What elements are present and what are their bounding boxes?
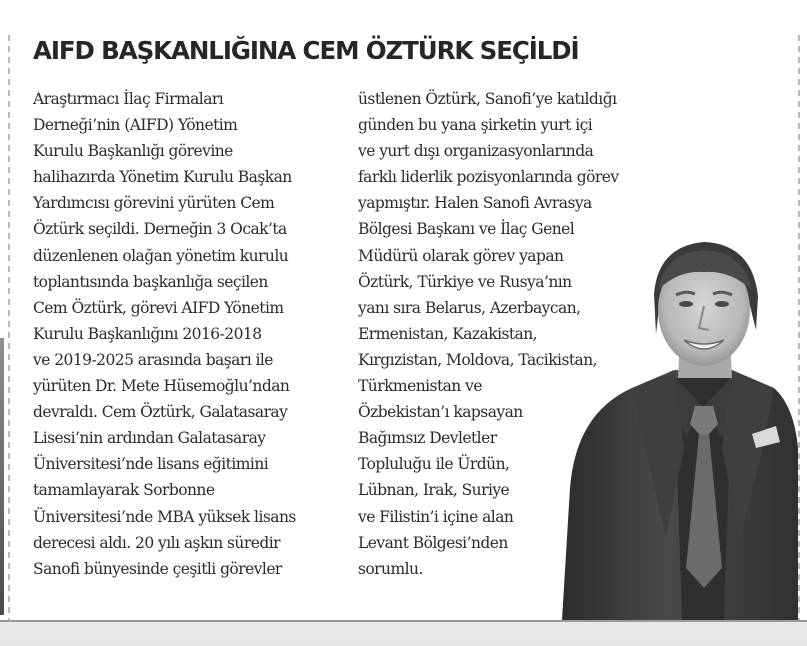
cem-ozturk-portrait xyxy=(562,238,798,620)
text-line: sorumlu. xyxy=(358,559,423,578)
text-line: Yardımcısı görevini yürüten Cem xyxy=(33,194,275,213)
text-line: Kurulu Başkanlığı görevine xyxy=(33,142,233,161)
bottom-border xyxy=(0,620,807,646)
text-line: günden bu yana şirketin yurt içi xyxy=(358,116,593,135)
text-line: derecesi aldı. 20 yılı aşkın süredir xyxy=(33,533,280,552)
text-line: Üniversitesi’nde MBA yüksek lisans xyxy=(33,507,296,526)
column-divider-right xyxy=(798,35,800,620)
text-line: Bağımsız Devletler xyxy=(358,429,497,448)
article-headline: AIFD BAŞKANLIĞINA CEM ÖZTÜRK SEÇİLDİ xyxy=(33,36,579,65)
text-line: yapmıştır. Halen Sanofi Avrasya xyxy=(358,194,592,213)
text-line: düzenlenen olağan yönetim kurulu xyxy=(33,246,289,265)
text-line: farklı liderlik pozisyonlarında görev xyxy=(358,168,619,187)
text-line: tamamlayarak Sorbonne xyxy=(33,481,215,500)
text-line: Türkmenistan ve xyxy=(358,377,482,396)
text-line: Öztürk, Türkiye ve Rusya’nın xyxy=(358,272,572,291)
text-line: ve 2019-2025 arasında başarı ile xyxy=(33,350,273,369)
text-line: Lübnan, Irak, Suriye xyxy=(358,481,510,500)
text-line: Öztürk seçildi. Derneğin 3 Ocak’ta xyxy=(33,220,287,239)
text-line: Araştırmacı İlaç Firmaları xyxy=(33,90,224,108)
text-line: Derneği’nin (AIFD) Yönetim xyxy=(33,116,238,135)
text-line: Kırgızistan, Moldova, Tacikistan, xyxy=(358,350,598,369)
text-line: üstlenen Öztürk, Sanofi’ye katıldığı xyxy=(358,90,617,108)
text-line: Kurulu Başkanlığını 2016-2018 xyxy=(33,324,262,343)
article-column-left xyxy=(33,86,343,582)
previous-article-edge xyxy=(0,0,12,615)
text-line: halihazırda Yönetim Kurulu Başkan xyxy=(33,168,292,187)
text-line: Lisesi’nin ardından Galatasaray xyxy=(33,429,266,448)
text-line: Ermenistan, Kazakistan, xyxy=(358,324,538,343)
text-line: Üniversitesi’nde lisans eğitimini xyxy=(33,455,269,474)
text-line: yanı sıra Belarus, Azerbaycan, xyxy=(358,298,581,317)
previous-photo-edge xyxy=(0,338,4,615)
text-line: Topluluğu ile Ürdün, xyxy=(358,455,510,474)
text-line: ve Filistin’i içine alan xyxy=(358,507,514,526)
text-line: Özbekistan’ı kapsayan xyxy=(358,403,523,422)
text-line: Bölgesi Başkanı ve İlaç Genel xyxy=(358,220,575,239)
text-line: Levant Bölgesi’nden xyxy=(358,533,508,552)
text-line: Cem Öztürk, görevi AIFD Yönetim xyxy=(33,298,284,317)
text-line: toplantısında başkanlığa seçilen xyxy=(33,272,268,291)
text-line: yürüten Dr. Mete Hüsemoğlu’ndan xyxy=(33,377,290,396)
column-divider-left xyxy=(8,35,10,620)
text-line: Müdürü olarak görev yapan xyxy=(358,246,564,265)
text-line: ve yurt dışı organizasyonlarında xyxy=(358,142,594,161)
text-line: devraldı. Cem Öztürk, Galatasaray xyxy=(33,403,288,422)
text-line: Sanofi bünyesinde çeşitli görevler xyxy=(33,559,282,578)
